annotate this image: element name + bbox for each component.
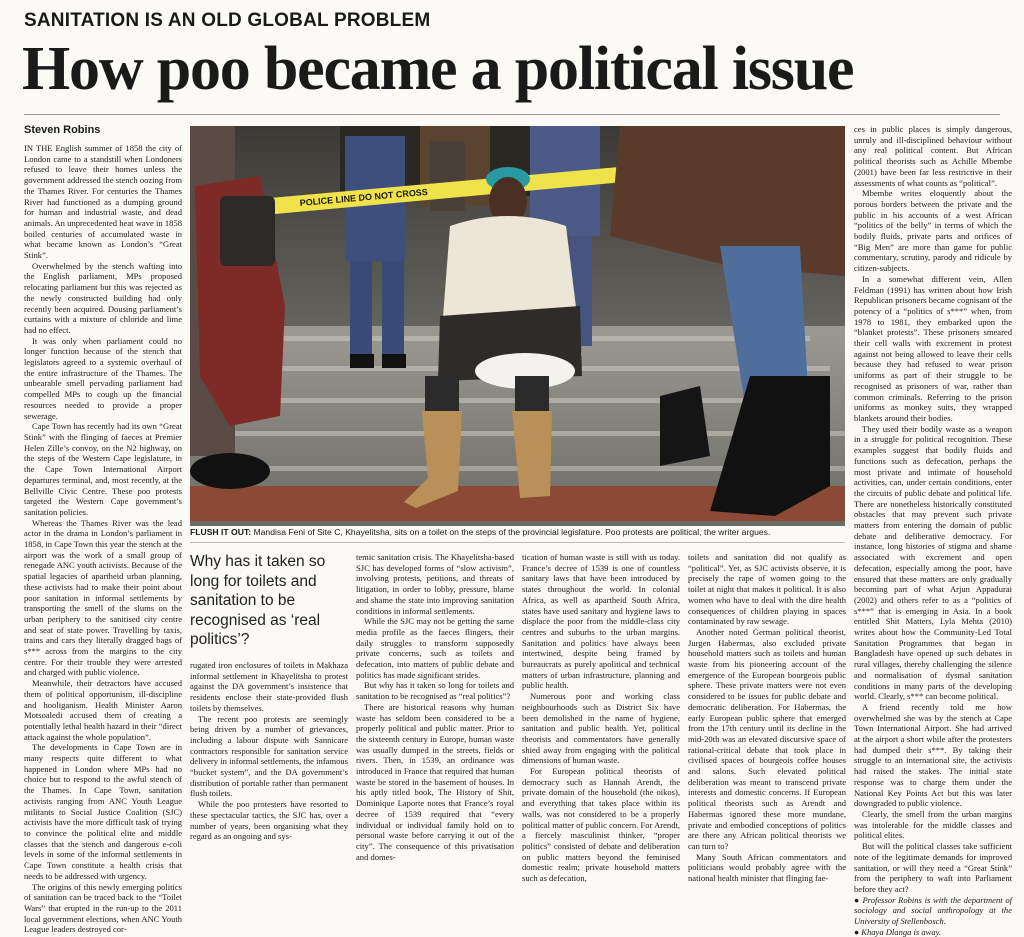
paragraph: The origins of this newly emerging politics of sanitation can be traced back to the “Toilet Wars” that erupted in the run-up to the 2011 local government elections, when ANC Youth League leaders destroyed cor- <box>24 881 182 935</box>
article-column-1 <box>24 143 182 935</box>
svg-text:POLICE LINE DO NOT CROSS: POLICE LINE DO NOT CROSS <box>299 186 429 208</box>
paragraph: In a somewhat different vein, Allen Feldman (1991) has written about how Irish Republican prisoners became cognisant of the potency of a “politics of s***” when, from 1978 to 1981, they embarked upon the “blanket protests”. These prisoners smeared their cell walls with excrement in protest against not being allowed to leave their cells because they had refused to wear prison uniforms as part of their struggle to be recognised as prisoners of war, rather than common criminals. Referring to the prison uniforms as monkey suits, they wrapped blankets around their bodies. <box>854 273 1012 423</box>
paragraph: Overwhelmed by the stench wafting into the English parliament, MPs proposed relocating parliament but this was rejected as the newly constructed building had only recently been acquired. Dousing parliament’s curtains with a mixture of chloride and lime had no effect. <box>24 260 182 335</box>
paragraph: Numerous poor and working class neighbourhoods such as District Six have been demolished in the name of hygiene, sanitation and public health. Yet, political theorists and commentators have generally shied away from engaging with the political dimensions of human waste. <box>522 691 680 766</box>
columnist-note: ● Khaya Dlanga is away. <box>854 926 942 937</box>
article-column-5 <box>688 552 846 884</box>
protest-photo-illustration <box>190 126 845 521</box>
paragraph: For European political theorists of democracy such as Hannah Arendt, the private domain of the household (the oikos), and everything that takes place within its walls, was not considered to be a properly political matter of public concern. For Arendt, a fiercely masculinist thinker, “proper politics” consisted of debate and deliberation on public matters beyond the feminised domestic realm; private household matters such as defecation, <box>522 766 680 884</box>
article-column-6 <box>854 124 1012 937</box>
caption-rule <box>190 542 845 543</box>
paragraph: They used their bodily waste as a weapon in a struggle for political recognition. These examples suggest that bodily fluids and functions such as defecation, perhaps the most private and intimate of household activities, can, under certain conditions, enter the circuits of public debate and political life. There are nonetheless historically constituted obstacles that may prevent such private matters from entering the domain of public debate and deliberative democracy. For instance, long histories of stigma and shame associated with excrement and open defecation, especially among the poor, have ensured that these matters are only gradually becoming part of what Arjun Appadurai (2002) and others refer to as a “politics of s***” that is emerging in Asia. In a book entitled Shit Matters, Lyla Mehta (2010) writes about how the Community-Led Total Sanitation Programmes that began in Bangladesh have opened up such debates in rural villages, thereby challenging the silence and normalisation of dysmal sanitation conditions in many parts of the developing world. Clearly, s*** can become political. <box>854 423 1012 702</box>
paragraph: Many South African commentators and politicians would probably agree with the national health minister that flinging fae- <box>688 851 846 884</box>
paragraph: tication of human waste is still with us today. France’s decree of 1539 is one of countless sanitary laws that have been introduced by states throughout the world. In colonial Africa, as well as apartheid South Africa, states have used sanitary and hygiene laws to displace the poor from the middle-class city centres and suburbs to the urban margins. Sanitation and politics have always been intertwined, despite being framed by bureaucrats as purely apolitical and technical matters of urban infrastructure, planning and public health. <box>522 552 680 691</box>
paragraph: The recent poo protests are seemingly being driven by a number of grievances, including a labour dispute with Sannicare contractors responsible for sanitation service delivery in informal settlements, the infamous “bucket system”, and the DA government’s distribution of portable rather than permanent flush toilets. <box>190 713 348 799</box>
paragraph: Mbembe writes eloquently about the porous borders between the private and the public in his accounts of a west African “politics of the belly” in terms of which the bodily fluids, private parts and orifices of “Big Men” are more than game for public commentary, scrutiny, parody and ridicule by citizen-subjects. <box>854 188 1012 274</box>
paragraph: The developments in Cape Town are in many respects quite different to what happened in London where MPs had no choice but to respond to the awful stench of the Thames. In Cape Town, sanitation activists ranging from ANC Youth League militants to Social Justice Coalition (SJC) activists have the more difficult task of trying to convince the political elite and middle classes that the stench and dangerous e-coli levels in some of the informal settlements in Cape Town constitute a health crisis that needs to be addressed with urgency. <box>24 742 182 881</box>
paragraph: temic sanitation crisis. The Khayelitsha-based SJC has developed forms of “slow activism”, involving protests, petitions, and threats of litigation, in order to lobby, pressure, blame and shame the state into improving sanitation conditions in informal settlements. <box>356 552 514 616</box>
paragraph: ces in public places is simply dangerous, unruly and ill-disciplined behaviour without any real political content. But African political theorists such as Achille Mbembe (2001) have been far less restrictive in their assessments of what counts as “political”. <box>854 124 1012 188</box>
headline-rule <box>24 114 1000 115</box>
caption-text: Mandisa Feni of Site C, Khayelitsha, sits on a toilet on the steps of the provincial legislature. Poo protests are political, the writer argues. <box>251 527 771 537</box>
byline: Steven Robins <box>24 124 101 136</box>
caption-label: FLUSH IT OUT: <box>190 527 252 537</box>
article-column-2 <box>190 660 348 855</box>
article-column-4 <box>522 552 680 884</box>
paragraph: Clearly, the smell from the urban margins was intolerable for the middle classes and political elites. <box>854 809 1012 841</box>
author-credit: ● Professor Robins is with the department of sociology and social anthropology at the University of Stellenbosch. <box>854 894 1012 927</box>
paragraph: But why has it taken so long for toilets and sanitation to be recognised as “real politics”? <box>356 680 514 702</box>
paragraph: There are historical reasons why human waste has seldom been considered to be a properly political and public matter. Prior to the sixteenth century in Europe, human waste was usually dumped in the streets, fields or rivers. Then, in 1539, an ordinance was introduced in France that required that human waste be stored in the basement of houses. In his aptly titled book, The History of Shit, Dominique Laporte notes that France’s royal decree of 1539 required that “every individual or individual family hold on to personal waste before carrying it out of the city”. The consequence of this privatisation and domes- <box>356 701 514 862</box>
news-photo <box>190 126 845 521</box>
paragraph: Meanwhile, their detractors have accused them of political opportunism, ill-discipline and hooliganism. Health Minister Aaron Motsoaledi accused them of creating a potentially lethal health hazard in their “direct attack against the whole population”. <box>24 678 182 742</box>
paragraph: toilets and sanitation did not qualify as “political”. Yet, as SJC activists observe, it is precisely the rape of women going to the toilet at night that makes it political. It is also women who have to deal with the dire health consequences of children playing in spaces contaminated by raw sewage. <box>688 552 846 627</box>
pull-quote: Why has it taken so long for toilets and sanitation to be recognised as ‘real politics’? <box>190 553 326 648</box>
paragraph: While the poo protesters have resorted to these spectacular tactics, the SJC has, over a number of years, been organising what they regard as an ongoing and sys- <box>190 799 348 842</box>
paragraph: rugated iron enclosures of toilets in Makhaza informal settlement in Khayelitsha to protest against the DA government’s insistence that residents enclose their state-provided flush toilets by themselves. <box>190 660 348 713</box>
kicker: SANITATION IS AN OLD GLOBAL PROBLEM <box>24 10 431 31</box>
paragraph: Whereas the Thames River was the lead actor in the drama in London’s parliament in 1858, in Cape Town this year the stench at the airport was the work of a small group of renegade ANC youth activists. Because of the spatial legacies of apartheid urban planning, these activists had to make their point about poor sanitation in informal settlements by transporting the smell of the slums on the urban periphery to the sanitised city centre and seat of state power. Travelling by taxis, trains and cars they literally dragged bags of s*** across from the margins to the city centre. For their trouble they were arrested and charged with public violence. <box>24 517 182 678</box>
paragraph: But will the political classes take sufficient note of the legitimate demands for improved sanitation, or will they need a “Great Stink” from the periphery to waft into Parliament before they act? <box>854 841 1012 894</box>
paragraph: While the SJC may not be getting the same media profile as the faeces flingers, their daily struggles to transform supposedly private concerns, such as toilets and defecation, into matters of public debate and politics has made significant strides. <box>356 616 514 680</box>
headline: How poo became a political issue <box>22 35 854 103</box>
paragraph: Another noted German political theorist, Jurgen Habermas, also excluded private household matters such as toilets and human waste from his pioneering account of the emergence of the European bourgeois public sphere. These private matters were not even considered to be issues for public debate and democratic deliberation. For Habermas, the early European public sphere that emerged from the 17th century until its decline in the mid-20th was an elevated discursive space of rational-critical debate that took place in civilised spaces of bourgeois coffee houses and salons. Such elevated political deliberation was meant to transcend private interests and domestic concerns. If European political theorists such as Arendt and Habermas ignored these more mundane, private and embodied conceptions of politics are there any African political theorists we can turn to? <box>688 626 846 851</box>
paragraph: A friend recently told me how overwhelmed she was by the stench at Cape Town International Airport. She had arrived at the airport a short while after the protesters had dumped their s***. By taking their struggle to an international site, the activists had raised the stakes. The initial state response was to charge them under the National Key Points Act but this was later downgraded to public violence. <box>854 701 1012 809</box>
photo-caption <box>190 527 845 538</box>
article-column-3 <box>356 552 514 862</box>
paragraph: It was only when parliament could no longer function because of the stench that legislators agreed to a systemic overhaul of the entire infrastructure of the Thames. The unbearable smell pervading parliament had compelled MPs to cough up the financial resources needed to provide a proper sewerage. <box>24 335 182 421</box>
paragraph: IN THE English summer of 1858 the city of London came to a standstill when Londoners refused to leave their homes unless the government addressed the stench oozing from the Thames River. For centuries the Thames River had functioned as a dumping ground for human and industrial waste, and dead animals. An unprecedented heat wave in 1858 boiled centuries of accumulated waste in what became known as London’s “Great Stink”. <box>24 143 182 261</box>
paragraph: Cape Town has recently had its own “Great Stink” with the flinging of faeces at Premier Helen Zille’s convoy, on the N2 highway, on the steps of the Western Cape legislature, in the Cape Town International Airport departures terminal, and, most recently, at the Bellville Civic Centre. These poo protests targeted the Western Cape government’s sanitation policies. <box>24 421 182 517</box>
